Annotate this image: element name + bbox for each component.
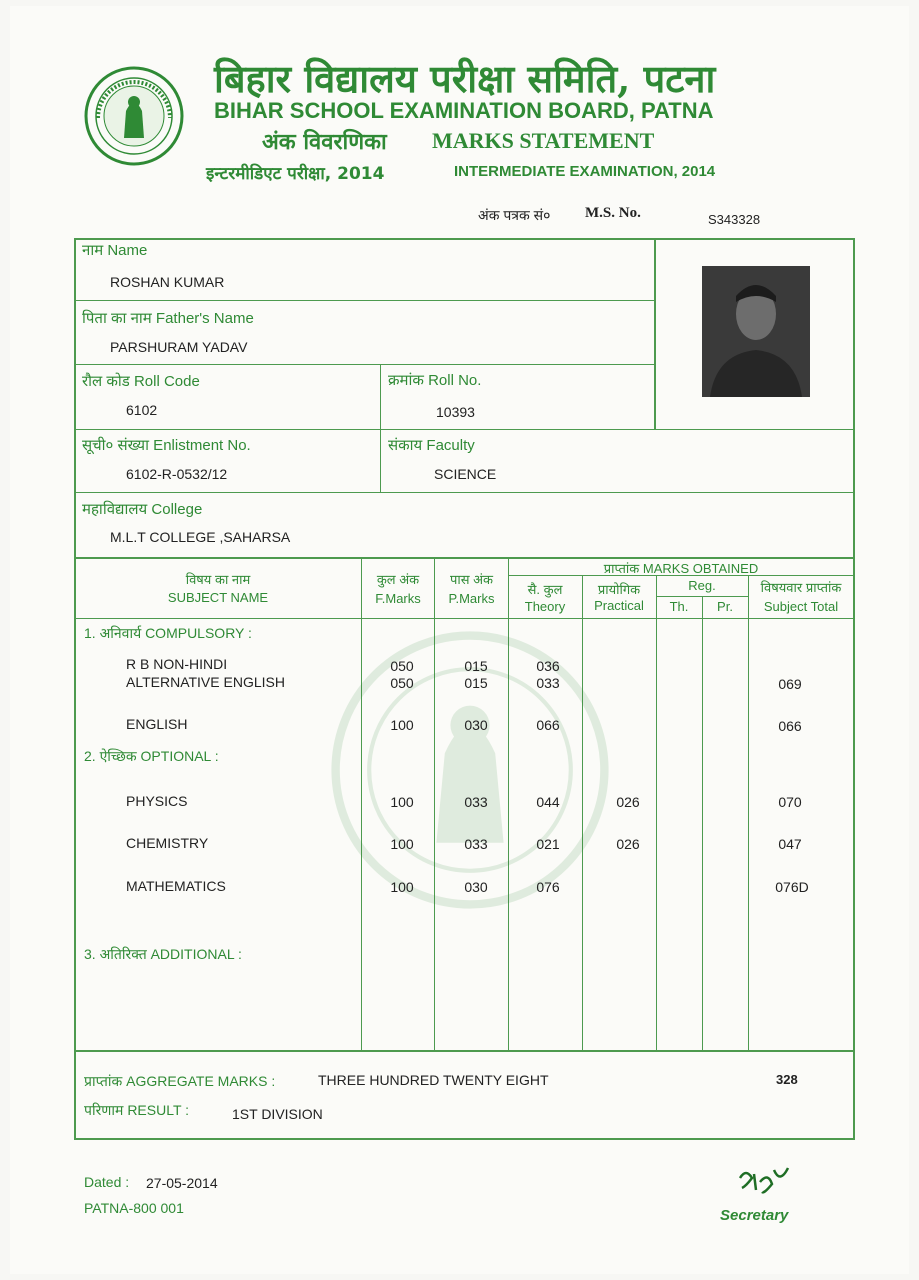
- roll-code-value: 6102: [126, 402, 158, 418]
- row-total: 070: [778, 794, 802, 810]
- divider-father: [74, 364, 654, 365]
- row-fmarks: 050: [390, 658, 414, 674]
- divider-roll: [74, 429, 855, 430]
- row-fmarks: 100: [390, 879, 414, 895]
- roll-no-label: क्रमांक Roll No.: [388, 372, 482, 389]
- board-title-hindi: बिहार विद्यालय परीक्षा समिति, पटना: [214, 56, 716, 101]
- col-line-5: [656, 576, 657, 1051]
- name-label: नाम Name: [82, 242, 148, 259]
- dated-label: Dated :: [84, 1174, 130, 1190]
- aggregate-value: 328: [776, 1072, 798, 1087]
- statement-title-hindi: अंक विवरणिका: [262, 129, 387, 155]
- reg-header: Reg.: [688, 578, 716, 593]
- college-value: M.L.T COLLEGE ,SAHARSA: [110, 529, 291, 545]
- theory-header-hindi: सै. कुल: [527, 582, 563, 597]
- row-theory: 044: [536, 794, 560, 810]
- aggregate-words: THREE HUNDRED TWENTY EIGHT: [318, 1072, 549, 1088]
- fmarks-header-english: F.Marks: [375, 591, 421, 606]
- row-pmarks: 030: [464, 879, 488, 895]
- row-theory: 036: [536, 658, 560, 674]
- frame-top: [74, 238, 855, 240]
- reg-pr-header: Pr.: [717, 599, 733, 614]
- ms-label-english: M.S. No.: [585, 205, 641, 221]
- theory-header-english: Theory: [524, 599, 566, 614]
- row-fmarks: 100: [390, 717, 414, 733]
- row-pmarks: 015: [464, 675, 488, 691]
- roll-no-value: 10393: [436, 404, 475, 420]
- row-practical: 026: [616, 836, 640, 852]
- marks-obtained-header: प्राप्तांक MARKS OBTAINED: [603, 561, 759, 576]
- result-label: परिणाम RESULT :: [84, 1102, 190, 1118]
- col-line-6: [702, 597, 703, 1051]
- row-subject: MATHEMATICS: [126, 878, 226, 894]
- ms-label-hindi: अंक पत्रक सं०: [478, 207, 551, 223]
- enlistment-value: 6102-R-0532/12: [126, 466, 228, 482]
- college-label: महाविद्यालय College: [82, 501, 203, 518]
- divider-enlist: [74, 492, 855, 493]
- frame-right: [853, 238, 855, 1140]
- ms-number: S343328: [708, 212, 761, 227]
- statement-title-english: MARKS STATEMENT: [432, 128, 655, 153]
- pmarks-header-english: P.Marks: [448, 591, 495, 606]
- row-theory: 021: [536, 836, 560, 852]
- result-value: 1ST DIVISION: [232, 1106, 323, 1122]
- section-optional: 2. ऐच्छिक OPTIONAL :: [84, 748, 219, 764]
- reg-th-header: Th.: [669, 599, 689, 614]
- enlistment-label: सूची० संख्या Enlistment No.: [82, 437, 251, 454]
- row-subject: R B NON-HINDI: [126, 656, 228, 672]
- practical-header-english: Practical: [594, 598, 644, 613]
- section-additional: 3. अतिरिक्त ADDITIONAL :: [84, 946, 242, 962]
- row-subject: PHYSICS: [126, 793, 188, 809]
- faculty-value: SCIENCE: [434, 466, 497, 482]
- photo-divider: [654, 238, 656, 430]
- roll-code-label: रौल कोड Roll Code: [82, 373, 200, 390]
- row-total: 047: [778, 836, 802, 852]
- row-practical: 026: [616, 794, 640, 810]
- divider-roll-vertical: [380, 364, 381, 493]
- row-subject: ALTERNATIVE ENGLISH: [126, 674, 285, 690]
- faculty-label: संकाय Faculty: [388, 437, 475, 454]
- student-name: ROSHAN KUMAR: [110, 274, 225, 290]
- row-subject: ENGLISH: [126, 716, 188, 732]
- row-theory: 076: [536, 879, 560, 895]
- subject-header-english: SUBJECT NAME: [167, 590, 269, 605]
- student-photo: [702, 266, 810, 397]
- subject-total-header-hindi: विषयवार प्राप्तांक: [760, 580, 842, 595]
- frame-left: [74, 238, 76, 1140]
- subject-header-hindi: विषय का नाम: [185, 572, 251, 587]
- secretary-label: Secretary: [720, 1207, 789, 1224]
- frame-bottom: [74, 1138, 855, 1140]
- section-compulsory: 1. अनिवार्य COMPULSORY :: [84, 625, 252, 641]
- divider-name: [74, 300, 654, 301]
- father-name: PARSHURAM YADAV: [110, 339, 248, 355]
- row-fmarks: 100: [390, 794, 414, 810]
- board-title-english: BIHAR SCHOOL EXAMINATION BOARD, PATNA: [214, 98, 714, 123]
- place-text: PATNA-800 001: [84, 1200, 184, 1216]
- row-total: 069: [778, 676, 802, 692]
- row-theory: 033: [536, 675, 560, 691]
- fmarks-header-hindi: कुल अंक: [376, 572, 420, 587]
- row-pmarks: 030: [464, 717, 488, 733]
- exam-title-english: INTERMEDIATE EXAMINATION, 2014: [454, 163, 716, 180]
- board-seal-icon: [84, 66, 184, 166]
- secretary-signature-icon: [734, 1164, 794, 1204]
- practical-header-hindi: प्रायोगिक: [597, 582, 641, 597]
- row-theory: 066: [536, 717, 560, 733]
- row-total: 066: [778, 718, 802, 734]
- dated-value: 27-05-2014: [146, 1175, 218, 1191]
- row-subject: CHEMISTRY: [126, 835, 209, 851]
- pmarks-header-hindi: पास अंक: [449, 572, 494, 587]
- table-bottom: [74, 1050, 855, 1052]
- row-pmarks: 033: [464, 836, 488, 852]
- exam-title-hindi: इन्टरमीडिएट परीक्षा, 2014: [206, 164, 385, 184]
- col-line-7: [748, 576, 749, 1051]
- table-header-bottom: [74, 618, 855, 619]
- subject-total-header-english: Subject Total: [763, 599, 839, 614]
- aggregate-label: प्राप्तांक AGGREGATE MARKS :: [84, 1073, 276, 1089]
- father-label: पिता का नाम Father's Name: [82, 310, 254, 327]
- row-fmarks: 050: [390, 675, 414, 691]
- row-total: 076D: [775, 879, 809, 895]
- row-fmarks: 100: [390, 836, 414, 852]
- row-pmarks: 033: [464, 794, 488, 810]
- row-pmarks: 015: [464, 658, 488, 674]
